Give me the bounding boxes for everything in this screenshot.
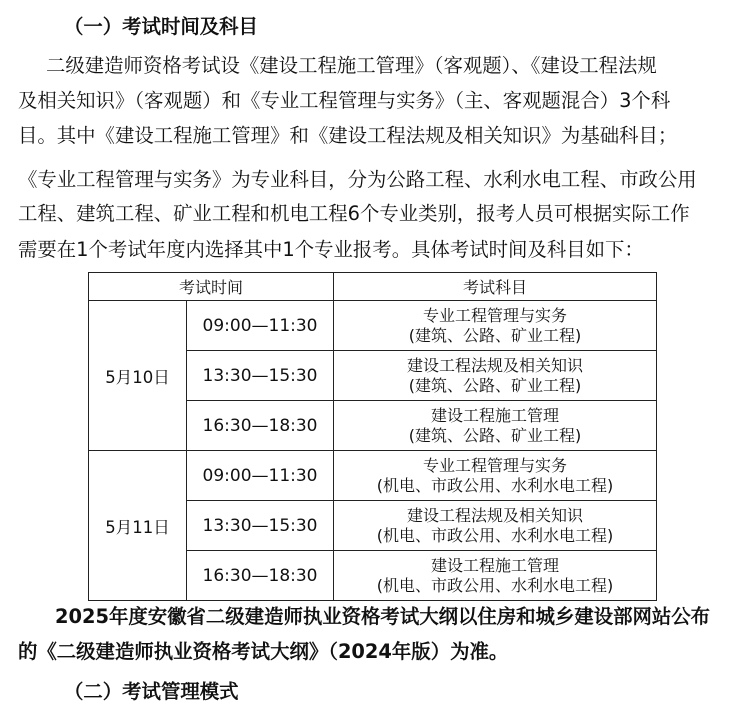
subject-scope: (机电、市政公用、水利水电工程)	[376, 575, 614, 595]
intro-line: 及相关知识》（客观题）和《专业工程管理与实务》（主、客观题混合）3个科	[18, 89, 671, 112]
intro-line: 需要在1个考试年度内选择其中1个专业报考。具体考试时间及科目如下：	[18, 238, 644, 261]
intro-line: 目。其中《建设工程施工管理》和《建设工程法规及相关知识》为基础科目；	[18, 124, 678, 147]
note-line: 的《二级建造师执业资格考试大纲》（2024年版）为准。	[18, 640, 509, 663]
header-exam-time: 考试时间	[89, 273, 334, 301]
table-header-row	[89, 273, 657, 301]
section-heading-exam-time: （一）考试时间及科目	[64, 15, 258, 38]
date-cell: 5月11日	[89, 451, 187, 601]
header-exam-subject: 考试科目	[334, 273, 657, 301]
subject-scope: (机电、市政公用、水利水电工程)	[376, 475, 614, 495]
intro-line: 《专业工程管理与实务》为专业科目，分为公路工程、水利水电工程、市政公用	[18, 168, 697, 191]
time-cell: 16:30—18:30	[187, 401, 334, 451]
table-row	[89, 451, 657, 501]
date-cell: 5月10日	[89, 301, 187, 451]
subject-scope: (建筑、公路、矿业工程)	[408, 425, 582, 445]
time-cell: 13:30—15:30	[187, 501, 334, 551]
subject-name: 专业工程管理与实务	[423, 455, 568, 475]
subject-cell	[334, 351, 657, 401]
time-cell: 13:30—15:30	[187, 351, 334, 401]
subject-name: 建设工程法规及相关知识	[407, 355, 584, 375]
subject-cell	[334, 301, 657, 351]
time-cell: 09:00—11:30	[187, 301, 334, 351]
subject-name: 建设工程施工管理	[431, 405, 560, 425]
intro-line: 二级建造师资格考试设《建设工程施工管理》（客观题）、《建设工程法规	[46, 54, 657, 77]
subject-scope: (建筑、公路、矿业工程)	[408, 325, 582, 345]
subject-scope: (建筑、公路、矿业工程)	[408, 375, 582, 395]
subject-name: 建设工程施工管理	[431, 555, 560, 575]
note-line: 2025年度安徽省二级建造师执业资格考试大纲以住房和城乡建设部网站公布	[55, 605, 711, 628]
table-row	[89, 301, 657, 351]
subject-cell	[334, 401, 657, 451]
intro-line: 工程、建筑工程、矿业工程和机电工程6个专业类别，报考人员可根据实际工作	[18, 202, 690, 225]
subject-name: 专业工程管理与实务	[423, 305, 568, 325]
section-heading-exam-management: （二）考试管理模式	[64, 680, 239, 703]
time-cell: 09:00—11:30	[187, 451, 334, 501]
subject-cell	[334, 551, 657, 601]
time-cell: 16:30—18:30	[187, 551, 334, 601]
exam-schedule-table	[88, 272, 657, 601]
subject-cell	[334, 501, 657, 551]
subject-scope: (机电、市政公用、水利水电工程)	[376, 525, 614, 545]
subject-name: 建设工程法规及相关知识	[407, 505, 584, 525]
subject-cell	[334, 451, 657, 501]
